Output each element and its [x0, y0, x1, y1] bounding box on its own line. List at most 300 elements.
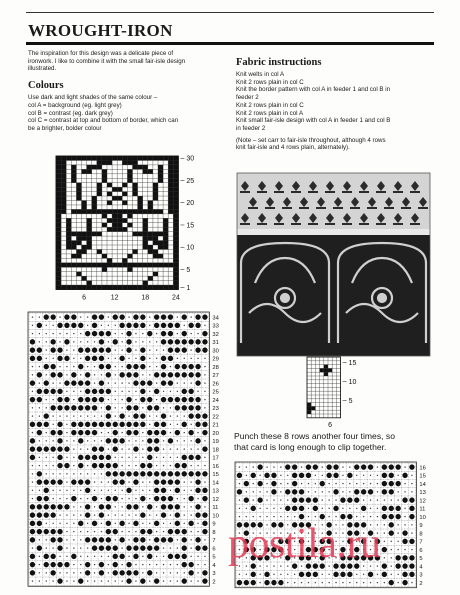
left-column: [28, 50, 226, 133]
card-dot: [177, 382, 178, 383]
card-dot: [115, 407, 116, 408]
chart-cell: [153, 209, 158, 213]
card-dot: [80, 391, 81, 392]
punch-hole: [119, 521, 124, 526]
card-dot: [73, 440, 74, 441]
card-dot: [239, 574, 240, 575]
card-dot: [108, 382, 109, 383]
punch-hole: [119, 413, 124, 418]
card-dot: [156, 531, 157, 532]
card-row-label: 2: [419, 580, 423, 587]
card-dot: [190, 316, 191, 317]
chart-cell: [163, 285, 168, 289]
chart-cell: [61, 160, 66, 164]
chart-cell: [56, 187, 61, 191]
chart-cell: [158, 241, 163, 245]
card-dot: [135, 531, 136, 532]
card-dot: [32, 580, 33, 581]
chart-cell: [76, 263, 81, 267]
punch-hole: [161, 488, 166, 493]
card-dot: [411, 549, 412, 550]
card-dot: [80, 506, 81, 507]
chart-cell: [143, 263, 148, 267]
chart-cell: [66, 232, 71, 236]
card-dot: [46, 374, 47, 375]
card-dot: [149, 366, 150, 367]
card-dot: [121, 465, 122, 466]
chart-cell: [102, 178, 107, 182]
card-dot: [66, 457, 67, 458]
card-dot: [239, 516, 240, 517]
card-dot: [197, 556, 198, 557]
punch-hole: [50, 314, 55, 319]
card-dot: [356, 582, 357, 583]
chart-cell: [61, 174, 66, 178]
chart-cell: [97, 249, 102, 253]
card-dot: [163, 547, 164, 548]
card-dot: [66, 514, 67, 515]
card-dot: [204, 506, 205, 507]
punch-hole: [306, 497, 311, 502]
punch-hole: [37, 323, 42, 328]
card-dot: [280, 508, 281, 509]
chart-cell: [87, 241, 92, 245]
card-dot: [39, 465, 40, 466]
card-dot: [377, 483, 378, 484]
card-dot: [128, 523, 129, 524]
card-dot: [39, 407, 40, 408]
punch-hole: [182, 554, 187, 559]
card-dot: [108, 325, 109, 326]
punch-hole: [409, 555, 414, 560]
chart-cell: [138, 285, 143, 289]
punch-hole: [340, 497, 345, 502]
card-dot: [59, 523, 60, 524]
intro-line: The inspiration for this design was a delicate piece of: [28, 50, 174, 57]
punch-hole: [202, 422, 207, 427]
punch-hole: [175, 554, 180, 559]
card-dot: [52, 457, 53, 458]
card-dot: [46, 399, 47, 400]
punch-hole: [154, 372, 159, 377]
punch-hole: [402, 539, 407, 544]
card-dot: [204, 325, 205, 326]
card-dot: [149, 341, 150, 342]
card-dot: [315, 475, 316, 476]
punch-hole: [354, 489, 359, 494]
chart-cell: [97, 209, 102, 213]
row-label: 20: [186, 200, 195, 208]
punch-hole: [161, 331, 166, 336]
chart-cell: [87, 227, 92, 231]
fabric-instructions: [236, 71, 434, 133]
chart-cell: [102, 169, 107, 173]
chart-cell: [71, 232, 76, 236]
chart-cell: [148, 232, 153, 236]
card-dot: [80, 531, 81, 532]
card-dot: [39, 564, 40, 565]
punch-hole: [126, 562, 131, 567]
punch-hole: [313, 464, 318, 469]
chart-cell: [158, 178, 163, 182]
row-label: 10: [186, 244, 195, 252]
card-dot: [121, 580, 122, 581]
card-dot: [411, 475, 412, 476]
chart-cell: [107, 192, 112, 196]
card-row-label: 30: [212, 348, 219, 355]
card-dot: [108, 572, 109, 573]
punch-hole: [92, 422, 97, 427]
card-dot: [197, 391, 198, 392]
card-dot: [156, 457, 157, 458]
chart-cell: [324, 372, 328, 376]
card-dot: [156, 333, 157, 334]
punch-hole: [368, 572, 373, 577]
punch-hole: [195, 413, 200, 418]
chart-cell: [324, 368, 328, 372]
card-dot: [80, 498, 81, 499]
card-dot: [142, 440, 143, 441]
punch-hole: [188, 471, 193, 476]
punch-hole: [30, 537, 35, 542]
chart-cell: [87, 263, 92, 267]
punch-hole: [202, 496, 207, 501]
punch-hole: [140, 356, 145, 361]
chart-cell: [102, 174, 107, 178]
punch-hole: [140, 347, 145, 352]
punch-hole: [99, 570, 104, 575]
punch-hole: [299, 473, 304, 478]
punch-hole: [147, 331, 152, 336]
card-dot: [66, 481, 67, 482]
punch-hole: [195, 471, 200, 476]
card-dot: [46, 465, 47, 466]
card-dot: [94, 382, 95, 383]
card-dot: [259, 508, 260, 509]
punch-hole: [119, 372, 124, 377]
chart-cell: [56, 254, 61, 258]
card-dot: [349, 466, 350, 467]
punch-hole: [161, 372, 166, 377]
card-dot: [404, 508, 405, 509]
chart-cell: [143, 209, 148, 213]
chart-cell: [143, 165, 148, 169]
chart-cell: [66, 263, 71, 267]
colours-paragraph: [28, 94, 226, 133]
card-dot: [377, 499, 378, 500]
card-dot: [66, 473, 67, 474]
punch-hole: [113, 562, 118, 567]
card-dot: [391, 499, 392, 500]
card-dot: [73, 514, 74, 515]
chart-cell: [61, 165, 66, 169]
fabric-line: in feeder 2: [236, 124, 266, 132]
chart-cell: [163, 236, 168, 240]
punch-hole: [78, 455, 83, 460]
watermark: postila.ru: [228, 521, 381, 567]
punch-hole: [409, 539, 414, 544]
punch-hole: [113, 545, 118, 550]
chart-cell: [92, 196, 97, 200]
punch-hole: [64, 314, 69, 319]
punch-hole: [106, 521, 111, 526]
chart-cell: [102, 263, 107, 267]
card-dot: [149, 564, 150, 565]
fabric-line: Knit small fair-isle design with col A in feeder 1 and col B: [236, 117, 391, 125]
chart-cell: [97, 156, 102, 160]
card-row-label: 26: [212, 381, 219, 388]
colours-line: Use dark and light shades of the same colour –: [28, 94, 158, 102]
chart-cell: [76, 241, 81, 245]
punch-hole: [50, 372, 55, 377]
card-dot: [52, 382, 53, 383]
card-row-label: 16: [419, 465, 426, 472]
card-dot: [46, 358, 47, 359]
card-dot: [184, 490, 185, 491]
card-dot: [59, 415, 60, 416]
card-dot: [108, 556, 109, 557]
row-label: 10: [348, 379, 357, 387]
punch-hole: [389, 464, 394, 469]
chart-cell: [148, 245, 153, 249]
punch-hole: [99, 331, 104, 336]
card-dot: [115, 490, 116, 491]
punch-hole: [37, 446, 42, 451]
punch-hole: [113, 314, 118, 319]
card-dot: [163, 556, 164, 557]
card-dot: [121, 564, 122, 565]
card-dot: [121, 490, 122, 491]
card-dot: [66, 523, 67, 524]
punch-hole: [195, 479, 200, 484]
card-dot: [315, 516, 316, 517]
chart-cell: [138, 232, 143, 236]
chart-cell: [61, 178, 66, 182]
punch-hole: [202, 471, 207, 476]
chart-cell: [133, 192, 138, 196]
punch-hole: [140, 512, 145, 517]
card-dot: [149, 514, 150, 515]
punch-hole: [133, 570, 138, 575]
punch-hole: [50, 339, 55, 344]
card-dot: [115, 382, 116, 383]
card-dot: [115, 374, 116, 375]
card-dot: [246, 516, 247, 517]
card-row-label: 12: [212, 496, 219, 503]
punch-hole: [78, 364, 83, 369]
punch-hole: [154, 479, 159, 484]
punch-hole: [382, 473, 387, 478]
card-dot: [101, 490, 102, 491]
chart-cell: [87, 156, 92, 160]
punch-hole: [119, 323, 124, 328]
punch-hole: [175, 529, 180, 534]
punch-hole: [168, 554, 173, 559]
punch-hole: [161, 471, 166, 476]
punch-hole: [106, 463, 111, 468]
punch-hole: [37, 545, 42, 550]
card-dot: [177, 415, 178, 416]
card-dot: [190, 424, 191, 425]
punch-hole: [30, 504, 35, 509]
card-dot: [101, 531, 102, 532]
chart-cell: [122, 263, 127, 267]
punch-hole: [237, 489, 242, 494]
card-dot: [115, 333, 116, 334]
card-dot: [101, 407, 102, 408]
card-dot: [204, 481, 205, 482]
chart-cell: [133, 187, 138, 191]
card-row-label: 10: [212, 513, 219, 520]
chart-cell: [56, 281, 61, 285]
chart-cell: [117, 285, 122, 289]
card-dot: [101, 432, 102, 433]
punch-hole: [140, 471, 145, 476]
card-dot: [87, 498, 88, 499]
card-dot: [87, 523, 88, 524]
card-dot: [322, 508, 323, 509]
punch-hole: [106, 372, 111, 377]
punch-hole: [64, 405, 69, 410]
card-dot: [46, 572, 47, 573]
chart-cell: [307, 403, 311, 407]
chart-cell: [163, 218, 168, 222]
punch-hole: [333, 572, 338, 577]
punch-hole: [50, 479, 55, 484]
punch-hole: [44, 422, 49, 427]
card-row-label: 15: [419, 473, 426, 480]
card-dot: [66, 391, 67, 392]
card-dot: [384, 557, 385, 558]
chart-cell: [112, 214, 117, 218]
punch-hole: [409, 506, 414, 511]
punch-hole: [50, 347, 55, 352]
punch-hole: [57, 562, 62, 567]
card-dot: [384, 582, 385, 583]
card-dot: [204, 374, 205, 375]
chart-cell: [56, 236, 61, 240]
card-dot: [46, 473, 47, 474]
card-dot: [266, 508, 267, 509]
chart-cell: [173, 232, 178, 236]
card-dot: [315, 582, 316, 583]
card-dot: [108, 514, 109, 515]
punch-hole: [113, 422, 118, 427]
card-dot: [404, 549, 405, 550]
chart-cell: [56, 232, 61, 236]
card-dot: [115, 539, 116, 540]
chart-cell: [122, 227, 127, 231]
card-dot: [39, 539, 40, 540]
punch-hole: [154, 578, 159, 583]
card-dot: [301, 483, 302, 484]
punch-hole: [402, 580, 407, 585]
card-row-label: 31: [212, 340, 219, 347]
card-dot: [121, 506, 122, 507]
card-dot: [184, 572, 185, 573]
card-dot: [39, 366, 40, 367]
chart-cell: [143, 223, 148, 227]
punch-hole: [71, 323, 76, 328]
punch-hole: [195, 347, 200, 352]
card-dot: [163, 457, 164, 458]
card-dot: [204, 457, 205, 458]
card-dot: [397, 541, 398, 542]
punch-hole: [147, 570, 152, 575]
punch-hole: [92, 430, 97, 435]
card-dot: [404, 483, 405, 484]
punch-hole: [50, 562, 55, 567]
punch-hole: [99, 537, 104, 542]
card-dot: [342, 582, 343, 583]
chart-cell: [92, 232, 97, 236]
card-dot: [73, 564, 74, 565]
chart-cell: [76, 285, 81, 289]
chart-cell: [143, 285, 148, 289]
punch-hole: [64, 323, 69, 328]
punch-hole: [154, 389, 159, 394]
chart-cell: [76, 196, 81, 200]
punch-hole: [147, 455, 152, 460]
chart-cell: [61, 209, 66, 213]
punch-hole: [292, 481, 297, 486]
card-dot: [52, 465, 53, 466]
card-dot: [135, 465, 136, 466]
card-dot: [142, 374, 143, 375]
punch-hole: [195, 488, 200, 493]
punch-hole: [126, 504, 131, 509]
card-dot: [52, 358, 53, 359]
chart-cell: [168, 165, 173, 169]
punch-hole: [113, 471, 118, 476]
chart-cell: [82, 201, 87, 205]
punch-hole: [30, 438, 35, 443]
punch-hole: [202, 570, 207, 575]
chart-cell: [163, 241, 168, 245]
card-dot: [197, 432, 198, 433]
punch-hole: [71, 479, 76, 484]
punch-hole: [119, 422, 124, 427]
punch-hole: [154, 537, 159, 542]
card-dot: [384, 499, 385, 500]
punch-hole: [389, 522, 394, 527]
punch-hole: [85, 455, 90, 460]
punch-hole: [44, 364, 49, 369]
chart-cell: [133, 165, 138, 169]
card-dot: [204, 391, 205, 392]
card-dot: [135, 399, 136, 400]
chart-cell: [56, 156, 61, 160]
punch-hole: [30, 380, 35, 385]
card-dot: [184, 481, 185, 482]
card-dot: [32, 481, 33, 482]
card-row-label: 18: [212, 447, 219, 454]
punch-hole: [389, 481, 394, 486]
card-dot: [94, 473, 95, 474]
chart-cell: [97, 160, 102, 164]
punch-hole: [126, 545, 131, 550]
card-dot: [163, 391, 164, 392]
row-label: 5: [186, 266, 191, 274]
punch-hole: [313, 506, 318, 511]
punch-hole: [292, 464, 297, 469]
card-dot: [184, 440, 185, 441]
card-dot: [128, 531, 129, 532]
card-dot: [59, 514, 60, 515]
card-dot: [32, 366, 33, 367]
punch-hole: [409, 514, 414, 519]
punch-hole: [154, 471, 159, 476]
